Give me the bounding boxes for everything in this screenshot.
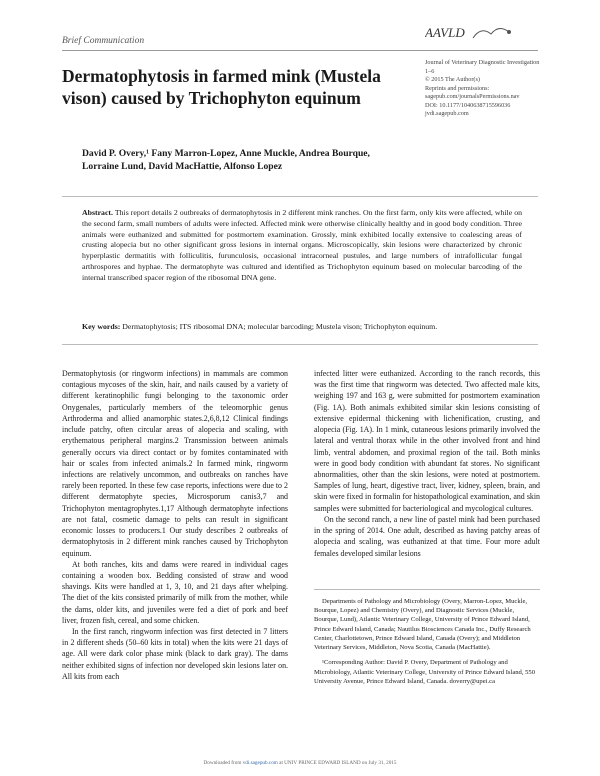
footer-link[interactable]: vdi.sagepub.com [242,760,278,766]
reprints-label: Reprints and permissions: [425,84,490,92]
body-paragraph: At both ranches, kits and dams were reared in individual cages containing a wooden box. Bedding consisted of straw and wood shavings. Kits were handled at 1, 3, 10, and 21 days after whelping. The diet of the kits consisted primarily of milk from the mother, while the dams, older kits, and juveniles were fed a diet of pork and beef liver, frozen fish, cereal, and some chicken. [62,559,288,625]
section-label: Brief Communication [62,36,145,46]
svg-text:AAVLD: AAVLD [425,25,465,40]
journal-logo-icon [425,20,517,44]
header-rule [62,50,538,51]
abstract-text: This report details 2 outbreaks of dermatophytosis in 2 different mink ranches. On the first farm, only kits were affected, while on the second farm, small numbers of adults were infected. Affected mink were otherwise clinically healthy and in good body condition. Three animals were euthanized and submitted for postmortem examination. Grossly, mink exhibited locally extensive to coalescing areas of crusting alopecia but no other significant gross lesions in internal organs. Microscopically, skin lesions were characterized by chronic hyperplastic dermatitis with folliculitis, furunculosis, occasional intracorneal pustules, and large numbers of intrafollicular fungal arthrospores and hyphae. The dermatophyte was cultured and identified as Trichophyton equinum based on molecular barcoding of the internal transcribed spacer region of the ribosomal DNA gene. [82,208,523,282]
copyright: © 2015 The Author(s) [425,76,480,84]
journal-info [425,59,565,119]
download-footer [0,760,600,766]
footer-suffix: at UNIV PRINCE EDWARD ISLAND on July 31, 2015 [279,760,397,766]
journal-pages: 1–6 [425,67,435,75]
affiliations [314,597,540,692]
authors [82,148,522,174]
body-paragraph: infected litter were euthanized. According to the ranch records, this was the first time that ringworm was detected. Two affected male kits, weighing 197 and 163 g, were submitted for postmortem examination (Fig. 1A). Both animals exhibited similar skin lesions consisting of extensive epidermal thickening with lichenification, crusting, and alopecia (Fig. 1A). In 1 mink, cutaneous lesions primarily involved the lateral and ventral thorax while in the other involved front and hind limb, ventral abdomen, and proximal region of the tail. Both minks were in good body condition with abundant fat stores. No significant abnormalities, other than the skin lesions, were noted at postmortem. Samples of lung, heart, digestive tract, liver, kidney, spleen, brain, and skin were fixed in formalin for histopathological examination, and skin samples were submitted for bacteriological and mycological cultures. [314,369,540,513]
abstract-label: Abstract. [82,208,113,217]
abstract-top-rule [62,196,538,197]
authors-line-2: Lorraine Lund, David MacHattie, Alfonso Lopez [82,160,283,172]
permissions-link[interactable]: sagepub.com/journalsPermissions.nav [425,93,520,101]
affiliation-rule [314,589,540,590]
keywords-label: Key words: [82,322,121,331]
affiliation-text: Departments of Pathology and Microbiology (Overy, Marron-Lopez, Muckle, Bourque, Lopez) and Chemistry (Overy), and Diagnostic Services (Muckle, Bourque, Lund), Atlantic Veterinary College, University of Prince Edward Island, Prince Edward Island, Canada; Nautilus Biosciences Canada Inc., Duffy Research Center, Charlottetown, Prince Edward Island, Canada (Overy); and Middleton Veterinary Services, Middleton, Nova Scotia, Canada (MacHattie). [314,598,531,652]
body-column-right [314,368,540,559]
abstract-bottom-rule [62,344,538,345]
keywords [82,322,522,331]
journal-name: Journal of Veterinary Diagnostic Investigation [425,59,540,66]
keywords-text: Dermatophytosis; ITS ribosomal DNA; molecular barcoding; Mustela vison; Trichophyton equinum. [122,322,438,331]
article-title: Dermatophytosis in farmed mink (Mustela vison) caused by Trichophyton equinum [62,66,381,108]
body-column-left [62,368,288,682]
body-paragraph: On the second ranch, a new line of pastel mink had been purchased in the spring of 2014. One adult, described as having patchy areas of alopecia and scaling, was euthanized at that time. Four more adult females developed similar lesions [314,514,540,558]
corresponding-author: ¹Corresponding Author: David P. Overy, Department of Pathology and Microbiology, Atlantic Veterinary College, University of Prince Edward Island, 550 University Avenue, Prince Edward Island, Canada. doverry@upei.ca [314,659,536,685]
journal-url[interactable]: jvdi.sagepub.com [425,110,469,118]
body-paragraph: Dermatophytosis (or ringworm infections) in mammals are common contagious mycoses of the skin, hair, and nails caused by a variety of different keratinophilic fungi belonging to the taxonomic order Onygenales, particularly members of the teleomorphic genus Arthroderma and allied anamorphic states.2,6,8,12 Clinical findings include patchy, often circular areas of alopecia and scaling, with erythematous peripheral margins.2 Transmission between animals generally occurs via direct contact or by fomites contaminated with hair or scales from infected animals.2 In farmed mink, ringworm infections are relatively uncommon, and outbreaks on ranches have rarely been reported. In these few case reports, infections were due to 2 different dermatophyte species, Microsporum canis3,7 and Trichophyton mentagrophytes.1,17 Although dermatophyte infections are not fatal, cosmetic damage to pelts can result in significant economic losses to producers.1 Our study describes 2 outbreaks of dermatophytosis in 2 different mink ranches caused by Trichophyton equinum. [62,369,288,558]
authors-line-1: David P. Overy,¹ Fany Marron-Lopez, Anne Muckle, Andrea Bourque, [82,148,370,159]
footer-prefix: Downloaded from [203,760,242,766]
abstract [82,208,522,283]
body-paragraph: In the first ranch, ringworm infection was first detected in 7 litters in 2 different sheds (50–60 kits in total) when the kits were 21 days of age. All were dark color phase mink (black to dark gray). The dams neither exhibited signs of infection nor developed skin lesions later on. All kits from each [62,627,288,681]
doi[interactable]: DOI: 10.1177/1040638715596036 [425,101,511,109]
